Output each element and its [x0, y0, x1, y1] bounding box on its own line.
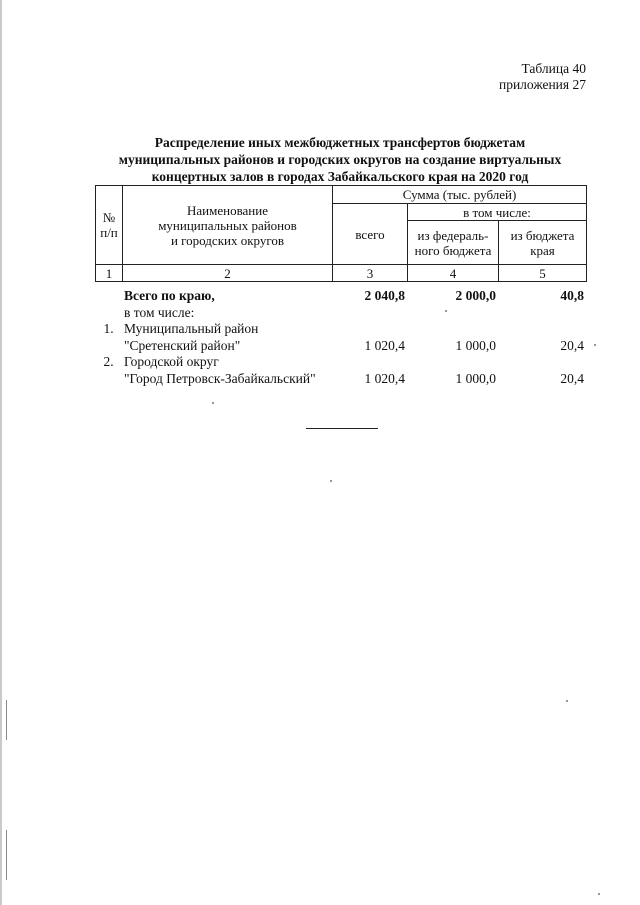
appendix-reference	[499, 61, 586, 93]
appendix-number: приложения 27	[498, 77, 586, 92]
end-divider	[306, 428, 378, 429]
row-regional: 20,4	[560, 370, 584, 386]
title-line: концертных залов в городах Забайкальского края на 2020 год	[151, 169, 529, 184]
header-regional-line: края	[530, 242, 555, 258]
header-name-line: и городских округов	[170, 232, 285, 248]
row-index: 2.	[103, 354, 114, 369]
column-number: 5	[499, 265, 587, 282]
total-label: Всего по краю,	[124, 288, 215, 303]
table-body	[95, 288, 586, 387]
row-total: 1 020,4	[364, 370, 405, 386]
header-total: всего	[333, 204, 408, 265]
table-row	[95, 354, 586, 371]
including-label: в том числе:	[124, 304, 195, 320]
row-federal: 1 000,0	[455, 337, 496, 353]
document-title	[96, 134, 584, 185]
header-name-line: Наименование	[187, 202, 268, 218]
title-line: Распределение иных межбюджетных трансфертов бюджетам	[154, 135, 526, 150]
table-row	[95, 338, 586, 355]
table-header	[95, 185, 587, 282]
row-name-line2: "Сретенский район"	[124, 337, 241, 353]
total-sum: 2 040,8	[364, 288, 405, 303]
scan-edge	[0, 0, 2, 905]
row-federal: 1 000,0	[455, 370, 496, 386]
header-number	[96, 186, 123, 265]
table-number: Таблица 40	[521, 61, 586, 76]
row-index: 1.	[103, 321, 114, 336]
table-row	[95, 371, 586, 388]
scan-speck	[330, 480, 332, 482]
scan-speck	[566, 700, 568, 702]
scan-speck	[445, 310, 447, 312]
header-federal	[408, 221, 499, 265]
header-name-line: муниципальных районов	[158, 217, 297, 233]
header-regional-line: из бюджета	[510, 227, 575, 243]
header-federal-line: ного бюджета	[414, 242, 492, 258]
header-sum: Сумма (тыс. рублей)	[333, 186, 587, 204]
header-regional	[499, 221, 587, 265]
row-name-line1: Городской округ	[124, 354, 219, 369]
header-including: в том числе:	[408, 204, 587, 221]
header-name	[123, 186, 333, 265]
scan-speck	[594, 344, 596, 346]
table-row-including	[95, 305, 586, 322]
header-number-sign: №	[102, 210, 116, 225]
row-total: 1 020,4	[364, 337, 405, 353]
column-number: 3	[333, 265, 408, 282]
row-regional: 20,4	[560, 337, 584, 353]
row-name-line2: "Город Петровск-Забайкальский"	[124, 370, 316, 386]
header-federal-line: из федераль-	[417, 227, 489, 243]
column-number: 4	[408, 265, 499, 282]
scan-mark	[6, 830, 7, 880]
table-row-total	[95, 288, 586, 305]
column-number: 1	[96, 265, 123, 282]
total-federal: 2 000,0	[455, 288, 496, 303]
scan-speck	[598, 893, 600, 895]
column-number: 2	[123, 265, 333, 282]
table-row	[95, 321, 586, 338]
scan-mark	[6, 700, 7, 740]
total-regional: 40,8	[560, 288, 584, 303]
header-number-abbr: п/п	[100, 225, 118, 240]
title-line: муниципальных районов и городских округов на создание виртуальных	[118, 152, 562, 167]
row-name-line1: Муниципальный район	[124, 321, 259, 336]
scan-speck	[212, 402, 214, 404]
